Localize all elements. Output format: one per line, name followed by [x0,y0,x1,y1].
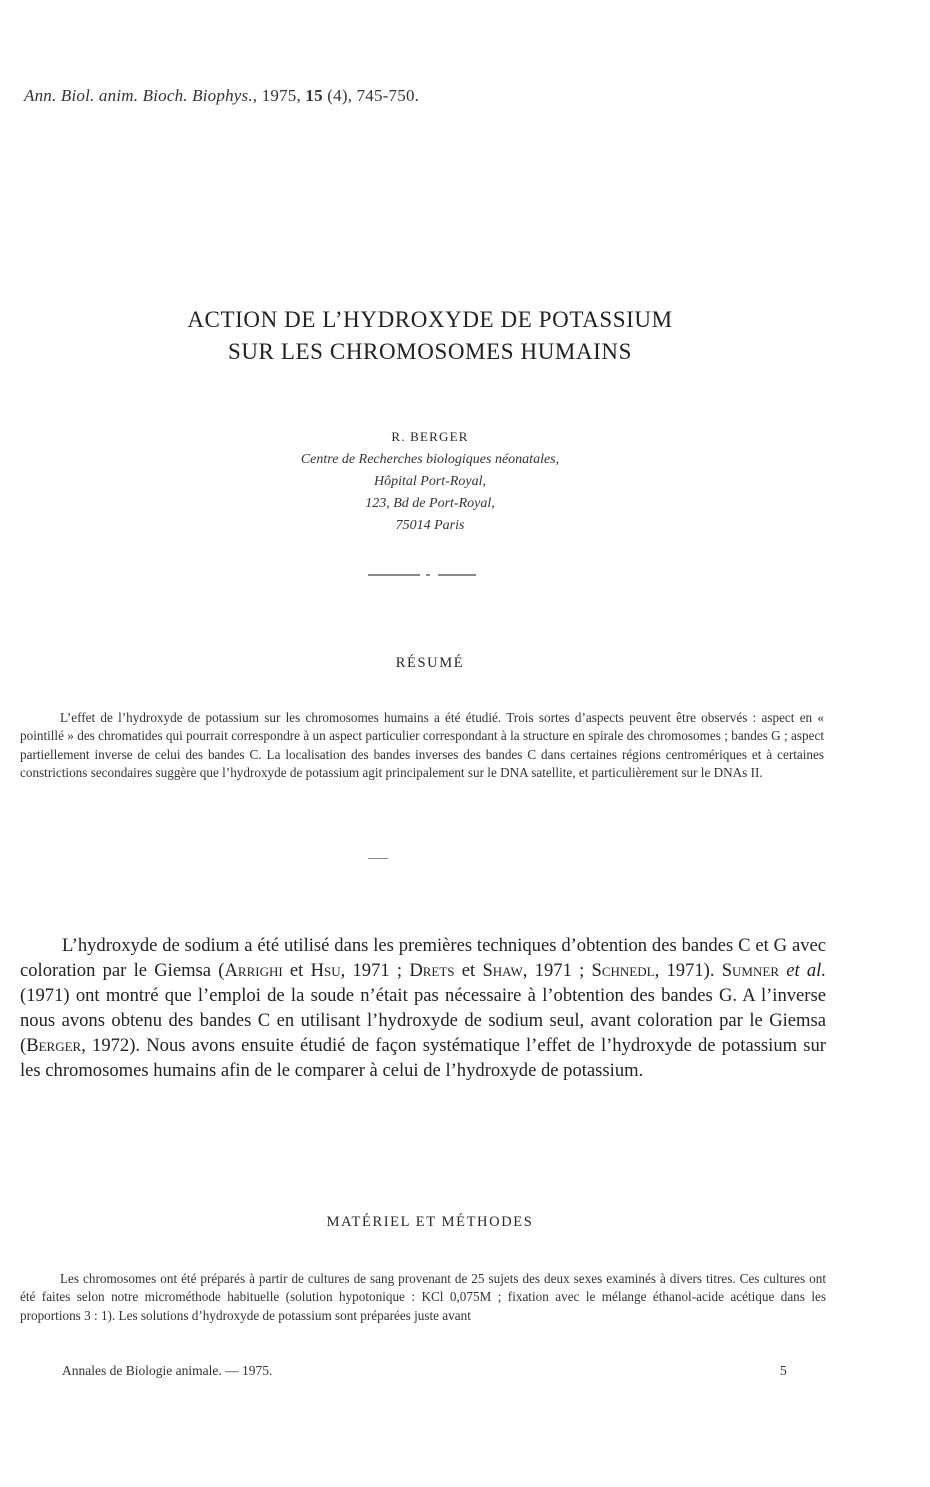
intro-text: , 1971 ; [522,960,592,981]
journal-citation [24,86,419,106]
intro-text: , 1971 ; [340,960,410,981]
intro-text: L’hydroxyde de sodium a été utilisé dans les premières techniques d’obtention des bandes C et G avec coloration par le Giemsa ( [20,935,826,981]
section-divider [368,570,476,580]
citation-issue-pages: (4), 745-750. [327,86,420,105]
title-line-2: SUR LES CHROMOSOMES HUMAINS [227,339,633,364]
abstract-end-rule [368,858,388,859]
intro-citation-author: Hsu [310,960,341,981]
intro-text: et [454,960,483,981]
article-title [0,304,860,368]
intro-text: (1971) ont montré que l’emploi de la soude n’était pas nécessaire à l’obtention des bandes G. A l’inverse nous avons obtenu des bandes C en utilisant l’hydroxyde de sodium seul, avant coloration par le Giemsa ( [20,985,826,1056]
affiliation-line-3: 123, Bd de Port-Royal, [365,496,495,511]
intro-citation-author: Berger [26,1035,82,1056]
intro-citation-author: Schnedl [591,960,655,981]
methods-heading: MATÉRIEL ET MÉTHODES [326,1214,534,1230]
intro-et-al: et al. [779,960,826,981]
page-number: 5 [780,1363,787,1378]
resume-heading: RÉSUMÉ [395,655,465,671]
affiliation-line-4: 75014 Paris [395,518,465,533]
citation-volume: 15 [305,86,323,105]
intro-citation-author: Drets [409,960,455,981]
affiliation-line-1: Centre de Recherches biologiques néonatales, [300,452,560,467]
author-affiliation [0,449,860,537]
author-name: R. BERGER [391,429,469,444]
title-line-1: ACTION DE L’HYDROXYDE DE POTASSIUM [187,307,673,332]
citation-year: 1975, [261,86,301,105]
intro-text: , 1971). [654,960,722,981]
intro-text: , 1972). Nous avons ensuite étudié de façon systématique l’effet de l’hydroxyde de potassium sur les chromosomes humains afin de le comparer à celui de l’hydroxyde de potassium. [20,1035,826,1081]
intro-citation-author: Shaw [482,960,523,981]
affiliation-line-2: Hôpital Port-Royal, [374,474,486,489]
introduction-paragraph [20,933,826,1083]
abstract-text: L’effet de l’hydroxyde de potassium sur les chromosomes humains a été étudié. Trois sortes d’aspects peuvent être observés : aspect en « pointillé » des chromatides qui pourrait correspondre à un aspect particulier correspondant à la structure en spirale des chromosomes ; bandes G ; aspect partiellement inverse de celui des bandes C. La localisation des bandes inverses des bandes C dans certaines régions centromériques et à certaines constrictions secondaires suggère que l’hydroxyde de potassium agit principalement sur le DNA satellite, et particulièrement sur le DNAs II. [20,710,824,781]
methods-text: Les chromosomes ont été préparés à partir de cultures de sang provenant de 25 sujets des deux sexes examinés à divers titres. Ces cultures ont été faites selon notre microméthode habituelle (solution hypotonique : KCl 0,075M ; fixation avec le mélange éthanol-acide acétique dans les proportions 3 : 1). Les solutions d’hydroxyde de potassium sont préparées juste avant [20,1271,826,1323]
intro-citation-author: Sumner [721,960,779,981]
citation-journal: Ann. Biol. anim. Bioch. Biophys., [24,86,258,105]
intro-text: et [282,960,311,981]
intro-citation-author: Arrighi [224,960,283,981]
footer-journal: Annales de Biologie animale. — 1975. [62,1363,273,1378]
